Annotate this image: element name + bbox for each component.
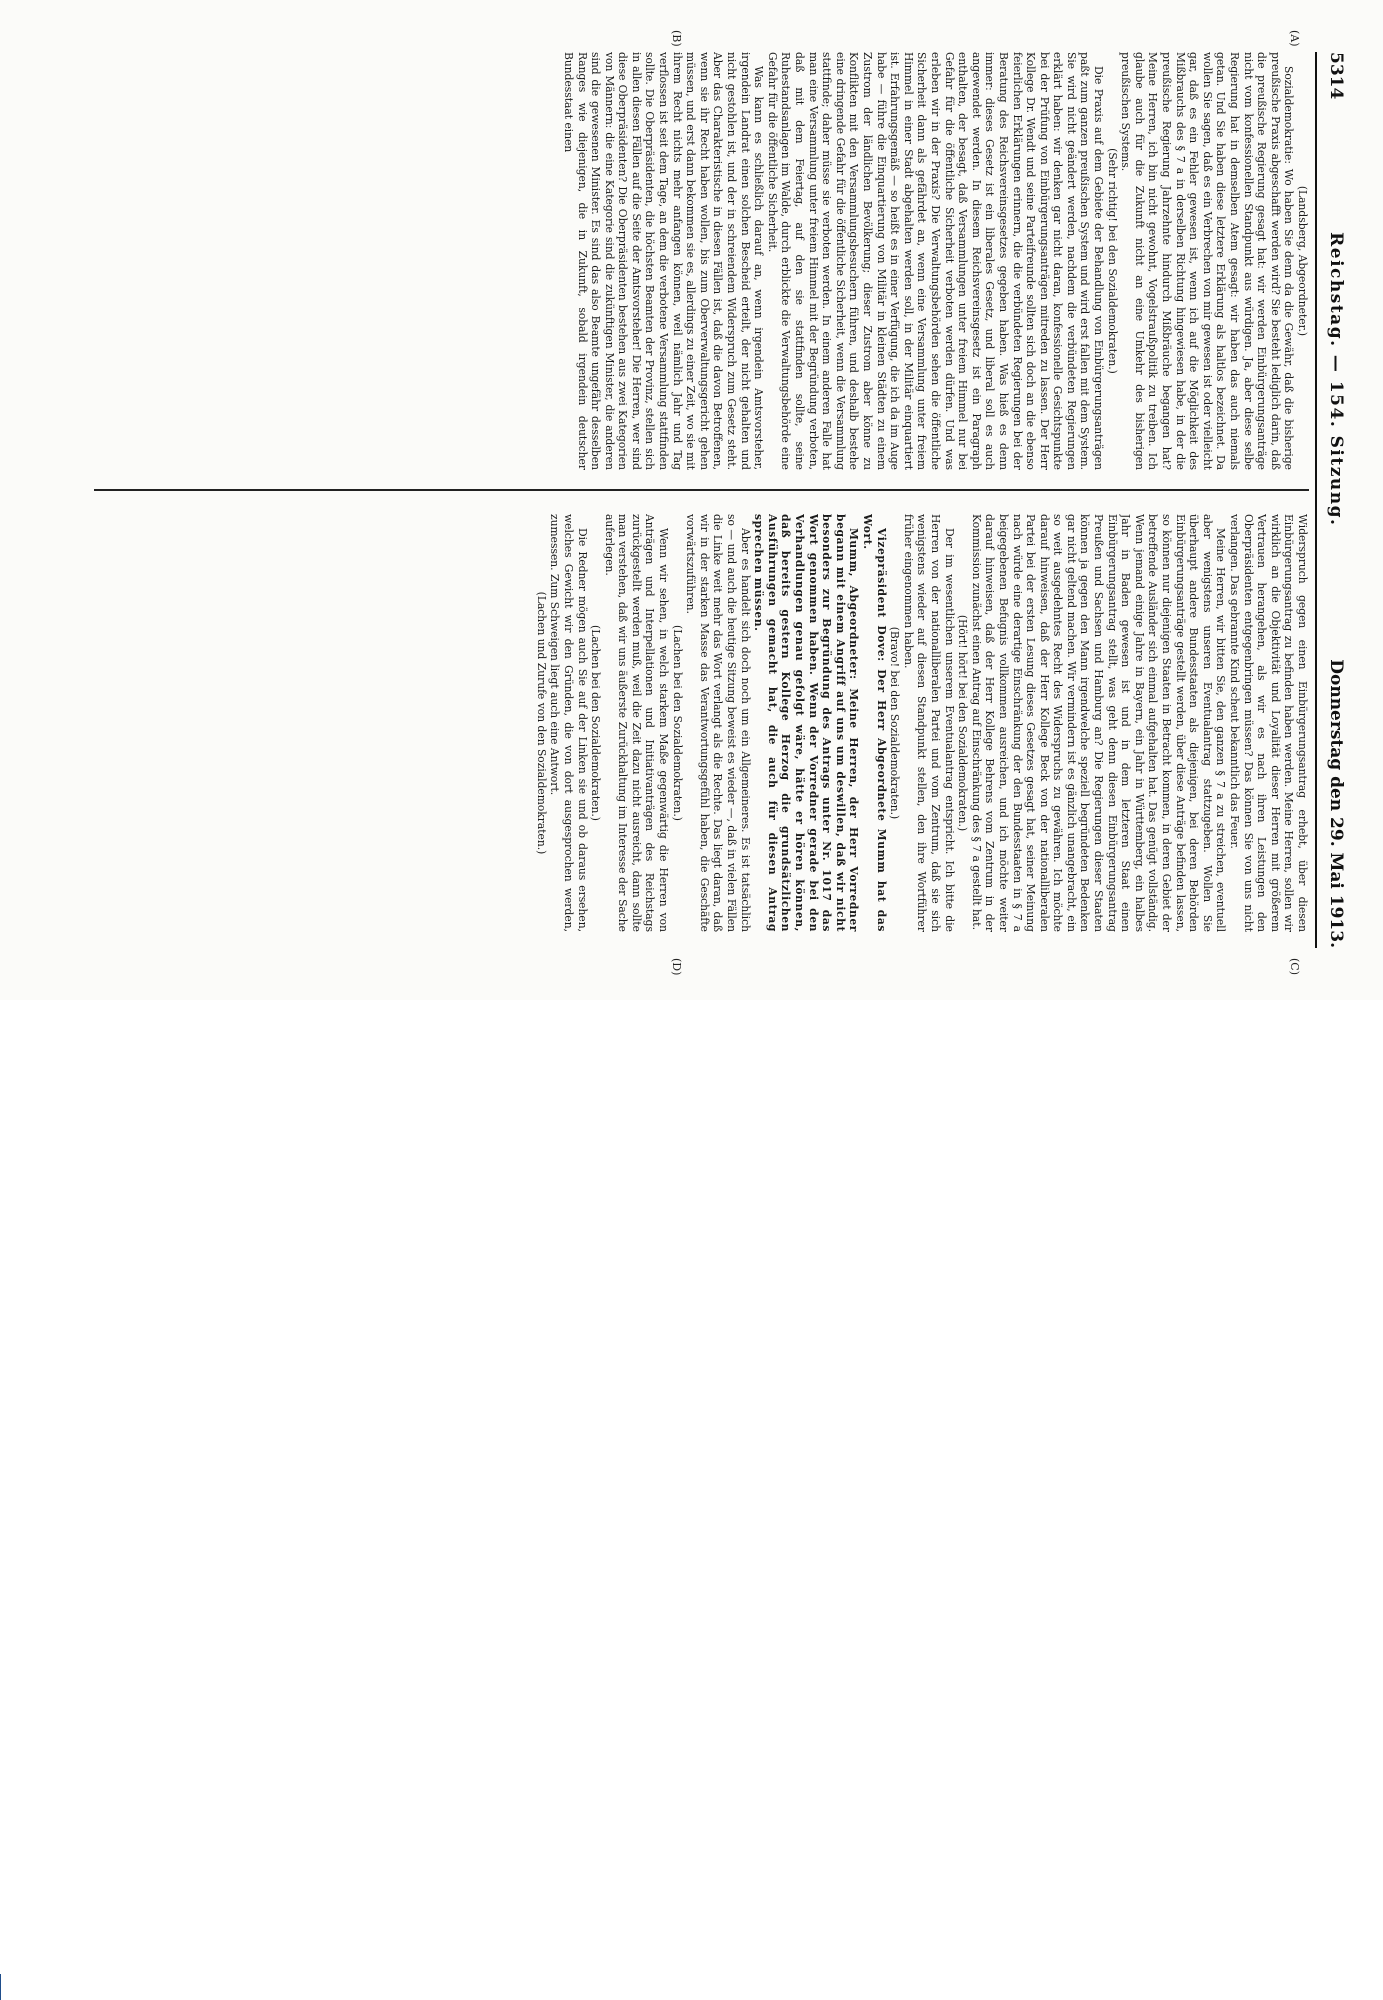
paragraph: Widerspruch gegen einen Einbürgerungsantrag erhebt, über diesen Einbürgerungsantrag zu befinden haben werden. Meine Herren, sollen wir wirklich an die Objektivität und Loyalität dieser Herren mit größerem Vertrauen herangehen, als wir es nach ihren Leistungen den Oberpräsidenten entgegenbringen müssen? Das können Sie von uns nicht verlangen. Das gebrannte Kind scheut bekanntlich das Feuer.: [1228, 514, 1309, 932]
interjection: (Lachen bei den Sozialdemokraten.): [670, 625, 684, 821]
margin-mark-d: (D): [670, 958, 683, 976]
margin-mark-c: (C): [1288, 958, 1301, 975]
interjection: (Lachen und Zurufe von den Sozialdemokraten.): [534, 591, 548, 855]
paragraph: Sozialdemokratie: Wo haben Sie denn da die Gewähr, daß die bisherige preußische Praxis abgeschafft werden wird? Sie besteht lediglich darin, daß die preußische Regierung gesagt hat: wir werden Einbürgerungsanträge nicht vom konfessionellen Standpunkt aus würdigen. Ja, aber diese selbe Regierung hat in demselben Atem gesagt: wir haben das auch niemals getan. Und Sie haben diese letztere Erklärung als haltlos bezeichnet. Da wollen Sie sagen, daß es ein Verbrechen von mir gewesen ist oder vielleicht gar, daß es ein Fehler gewesen ist, wenn ich auf die Möglichkeit des Mißbrauchs des § 7 a in derselben Richtung hingewiesen habe, in der die preußische Regierung Jahrzehnte hindurch Mißbräuche begangen hat? Meine Herren, ich bin nicht gewohnt, Vogelstraußpolitik zu treiben. Ich glaube auch für die Zukunft nicht an eine Umkehr des bisherigen preußischen Systems.: [1119, 52, 1296, 470]
interjection: (Hört! hört! bei den Sozialdemokraten.): [956, 614, 970, 832]
chair-announcement: Vizepräsident Dove: Der Herr Abgeordnete Mumm hat das Wort.: [861, 514, 888, 932]
left-column: [59, 52, 1309, 470]
page-number: 5314: [1326, 52, 1346, 100]
paragraph: Wenn wir sehen, in welch starkem Maße gegenwärtig die Herren von Anträgen und Interpellationen und Initiativanträgen des Reichstags zurückgestellt werden muß, weil die Zeit dazu nicht ausreicht, dann sollte man verstehen, daß wir uns äußerste Zurückhaltung im Interesse der Sache auferlegen.: [602, 514, 671, 932]
interjection: (Bravo! bei den Sozialdemokraten.): [888, 626, 902, 820]
interjection: (Sehr richtig! bei den Sozialdemokraten.): [1105, 148, 1119, 374]
speaker-continuation: (Landsberg, Abgeordneter.): [1296, 185, 1309, 337]
funding-credit: [0, 1000, 2, 2000]
session-date: Donnerstag den 29. Mai 1913.: [1326, 659, 1346, 948]
header-rule: [1315, 52, 1317, 948]
margin-mark-b: (B): [670, 30, 683, 47]
dfg-logo: [0, 1974, 1, 2000]
paragraph: Meine Herren, wir bitten Sie, den ganzen § 7 a zu streichen, eventuell aber wenigstens unseren Eventualantrag stattzugeben. Wollen Sie überhaupt andere Bundesstaaten als diejenigen, bei deren Behörden Einbürgerungsanträge gestellt werden, über diese Anträge befinden lassen, so können nur diejenigen Staaten in Betracht kommen, in deren Gebiet der betreffende Ausländer sich einmal aufgehalten hat. Das genügt vollständig. Wenn jemand einige Jahre in Bayern, ein Jahr in Württemberg, ein halbes Jahr in Baden gewesen ist und in dem letzteren Staat einen Einbürgerungsantrag stellt, was geht denn diesen Einbürgerungsantrag Preußen und Sachsen und Hamburg an? Die Regierungen dieser Staaten können ja gegen den Mann irgendwelche speziell begründeten Bedenken gar nicht geltend machen. Wir vermindern ist es gänzlich unangebracht, ein so weit ausgedehntes Recht des Widerspruchs zu gewähren. Ich möchte darauf hinweisen, daß der Herr Kollege Beck von der nationalliberalen Partei bei der ersten Lesung dieses Gesetzes gesagt hat, seiner Meinung nach würde eine derartige Einschränkung der den Bundesstaaten in § 7 a beigegebenen Befugnis vollkommen ausreichen, und ich möchte weiter darauf hinweisen, daß der Herr Kollege Behrens vom Zentrum in der Kommission zunächst einen Antrag auf Einschränkung des § 7 a gestellt hat.: [969, 514, 1228, 932]
column-divider: [94, 489, 1309, 491]
paragraph: Die Praxis auf dem Gebiete der Behandlung von Einbürgerungsanträgen paßt zum ganzen preußischen System und wird erst fallen mit dem System. Sie wird nicht geändert werden, nachdem die verbündeten Regierungen erklärt haben: wir denken gar nicht daran, konfessionelle Gesichtspunkte bei der Prüfung von Einbürgerungsanträgen mitreden zu lassen. Der Herr Kollege Dr. Wendt und seine Parteifreunde sollten sich doch an die ebenso feierlichen Erklärungen erinnern, die die verbündeten Regierungen bei der Beratung des Reichsvereinsgesetzes gegeben haben. Was hieß es denn immer: dieses Gesetz ist ein liberales Gesetz, und liberal soll es auch angewendet werden. In diesem Reichsvereinsgesetz ist ein Paragraph enthalten, der besagt, daß Versammlungen unter freiem Himmel nur bei Gefahr für die öffentliche Sicherheit verboten werden dürfen. Und was erleben wir in der Praxis? Die Verwaltungsbehörden sehen die öffentliche Sicherheit dann als gefährdet an, wenn eine Versammlung unter freiem Himmel in einer Stadt abgehalten werden soll, in der Militär einquartiert ist. Erfahrungsgemäß — so heißt es in einer Verfügung, die ich da im Auge habe — führe die Einquartierung von Militär in kleinen Städten zu einem Zustrom der ländlichen Bevölkerung; dieser Zustrom aber könne zu Konflikten mit den Versammlungsbesuchern führen, und deshalb bestehe eine dringende Gefahr für die öffentliche Sicherheit, wenn die Versammlung stattfinde; daher müsse sie verboten werden. In einem anderen Falle hat man eine Versammlung unter freiem Himmel mit der Begründung verboten, daß mit dem Feiertag, auf den sie stattfinden sollte, seine Ruhestandsanlagen im Walde, durch erblickte die Verwaltungsbehörde eine Gefahr für die öffentliche Sicherheit.: [765, 52, 1106, 470]
page-header: [1323, 52, 1349, 948]
paragraph: Die Redner mögen auch Sie auf der Linken sie und ob daraus ersehen, welches Gewicht wir den Gründen, die von dort ausgesprochen werden, zumessen. Zum Schweigen liegt auch eine Antwort.: [548, 514, 589, 932]
right-column: [59, 514, 1309, 932]
paragraph: Aber es handelt sich doch noch um ein Allgemeineres. Es ist tatsächlich so — und auch die heutige Sitzung beweist es wieder —, daß in vielen Fällen die Linke weit mehr das Wort verlangt als die Rechte. Das liegt daran, daß wir in der starken Masse das Verantwortungsgefühl haben, die Geschäfte vorwärtszuführen.: [684, 514, 752, 932]
paragraph: Der im wesentlichen unserem Eventualantrag entspricht. Ich bitte die Herren von der nationalliberalen Partei und vom Zentrum, daß sie sich wenigstens wieder auf diesen Standpunkt stellen, den ihre Wortführer früher eingenommen haben.: [901, 514, 956, 932]
speaker-paragraph: Mumm, Abgeordneter: Meine Herren, der Herr Vorredner begann mit einem Angriff auf uns um deswillen, daß wir nicht besonders zur Begründung des Antrags unter Nr. 1017 das Wort genommen haben. Wenn der Vorredner gerade bei den Verhandlungen genau gefolgt wäre, hätte er hören können, daß bereits gestern Kollege Herzog die grundsätzlichen Ausführungen gemacht hat, die auch für diesen Antrag sprechen müssen.: [752, 514, 861, 932]
session-title: Reichstag. — 154. Sitzung.: [1326, 232, 1346, 527]
margin-mark-a: (A): [1288, 30, 1301, 47]
paragraph: Was kann es schließlich darauf an, wenn irgendein Amtsvorsteher, irgendein Landrat einen solchen Bescheid erteilt, der nicht gehalten und nicht gestohlen ist, und der in schreiendem Widerspruch zum Gesetz steht. Aber das Charakteristische in diesen Fällen ist, daß die davon Betroffenen, wenn sie ihr Recht haben wollen, bis zum Oberverwaltungsgericht gehen müssen, und erst dann bekommen sie es, allerdings zu einer Zeit, wo sie mit ihrem Recht nichts mehr anfangen können, weil nämlich Jahr und Tag verflossen ist seit dem Tage, an dem die verbotene Versammlung stattfinden sollte. Die Oberpräsidenten, die höchsten Beamten der Provinz, stellen sich in allen diesen Fällen auf die Seite der Amtsvorsteher! Die Herren, wer sind diese Oberpräsidenten? Die Oberpräsidenten bestehen aus zwei Kategorien von Männern: die eine Kategorie sind die zukünftigen Minister, die anderen sind die gewesenen Minister. Es sind das also Beamte ungefähr desselben Ranges wie diejenigen, die in Zukunft, sobald irgendein deutscher Bundesstaat einen: [561, 52, 766, 470]
interjection: (Lachen bei den Sozialdemokraten.): [589, 625, 603, 821]
